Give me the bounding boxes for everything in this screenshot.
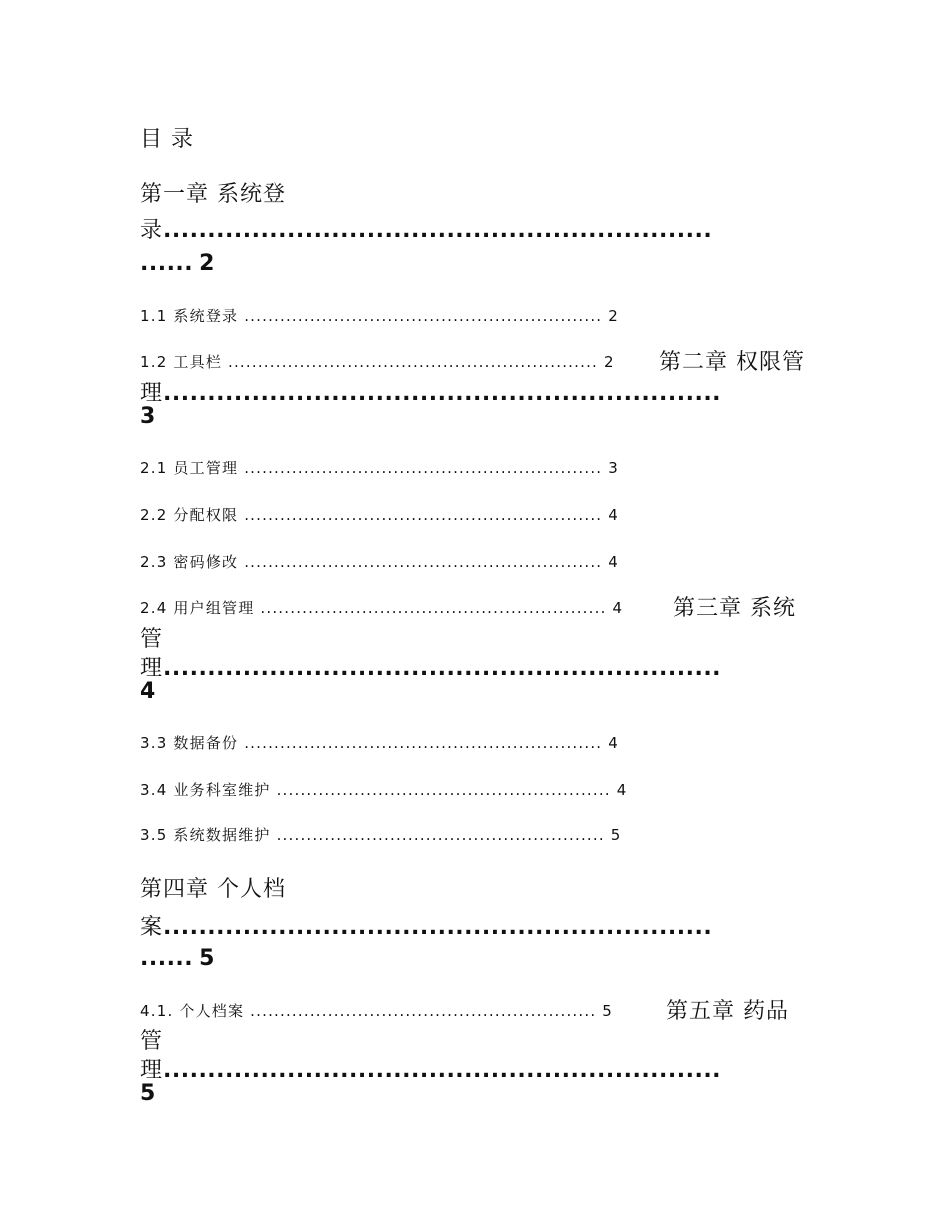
section-2-3[interactable]: 2.3 密码修改 ............................................................ 4 bbox=[140, 553, 619, 571]
chapter-3-leader-dots: ............................................................... bbox=[163, 656, 722, 681]
chapter-4-title: 第四章 个人档 bbox=[140, 877, 286, 902]
toc-title: 目 录 bbox=[140, 127, 194, 152]
chapter-5-leader-dots: ............................................................... bbox=[163, 1058, 722, 1083]
chapter-4-page-line bbox=[140, 946, 215, 971]
section-3-3[interactable]: 3.3 数据备份 ............................................................ 4 bbox=[140, 734, 619, 752]
chapter-5-title-line2: 管 bbox=[140, 1029, 164, 1054]
chapter-1-entry[interactable] bbox=[140, 213, 712, 244]
chapter-1-title: 第一章 系统登 bbox=[140, 182, 286, 207]
chapter-5-page-number: 5 bbox=[140, 1081, 156, 1106]
chapter-3-title: 第三章 系统 bbox=[673, 596, 796, 621]
chapter-1-page-number: 2 bbox=[199, 251, 215, 276]
chapter-4-leader-dots: .............................................................. bbox=[163, 915, 713, 940]
chapter-1-title-tail: 录 bbox=[140, 218, 164, 243]
section-2-1[interactable]: 2.1 员工管理 ............................................................ 3 bbox=[140, 459, 619, 477]
chapter-2-entry[interactable] bbox=[140, 376, 721, 407]
section-1-1[interactable]: 1.1 系统登录 ............................................................ 2 bbox=[140, 307, 619, 325]
section-3-4[interactable]: 3.4 业务科室维护 ........................................................ 4 bbox=[140, 781, 628, 799]
chapter-3-title-line2: 管 bbox=[140, 627, 164, 652]
chapter-2-title-tail: 理 bbox=[140, 381, 164, 406]
section-3-5[interactable]: 3.5 系统数据维护 ....................................................... 5 bbox=[140, 826, 622, 844]
section-2-4[interactable]: 2.4 用户组管理 .......................................................... 4 bbox=[140, 599, 624, 617]
chapter-1-leader-dots-cont: ...... bbox=[140, 251, 194, 276]
chapter-4-page-number: 5 bbox=[199, 946, 215, 971]
chapter-1-leader-dots: .............................................................. bbox=[163, 218, 713, 243]
chapter-4-title-tail: 案 bbox=[140, 915, 164, 940]
section-4-1[interactable]: 4.1. 个人档案 .......................................................... 5 bbox=[140, 1002, 614, 1020]
chapter-3-page-number: 4 bbox=[140, 679, 156, 704]
chapter-3-title-tail: 理 bbox=[140, 656, 164, 681]
chapter-5-title: 第五章 药品 bbox=[666, 999, 789, 1024]
chapter-1-page-line bbox=[140, 251, 215, 276]
chapter-4-entry[interactable] bbox=[140, 910, 712, 941]
chapter-2-leader-dots: ............................................................... bbox=[163, 381, 722, 406]
chapter-5-entry[interactable] bbox=[140, 1053, 721, 1084]
chapter-2-page-number: 3 bbox=[140, 404, 156, 429]
chapter-2-title: 第二章 权限管 bbox=[659, 350, 805, 375]
chapter-5-title-tail: 理 bbox=[140, 1058, 164, 1083]
chapter-3-entry[interactable] bbox=[140, 651, 721, 682]
section-2-2[interactable]: 2.2 分配权限 ............................................................ 4 bbox=[140, 506, 619, 524]
section-1-2[interactable]: 1.2 工具栏 .............................................................. 2 bbox=[140, 353, 615, 371]
chapter-4-leader-dots-cont: ...... bbox=[140, 946, 194, 971]
